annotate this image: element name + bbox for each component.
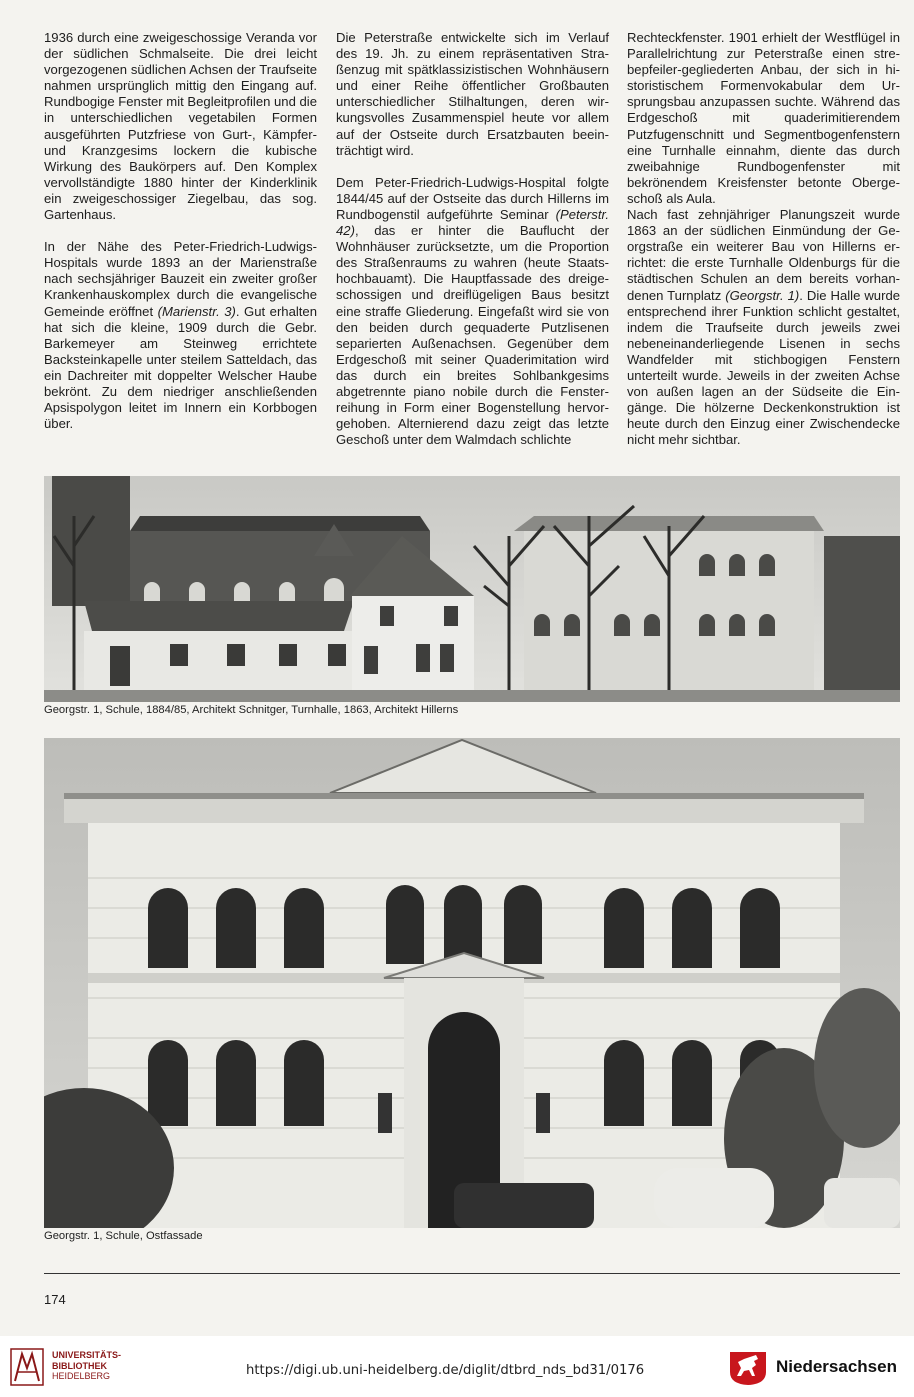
photo-street-view-image [44,476,900,702]
cross-reference: (Marienstr. 3) [157,303,236,319]
source-url-link[interactable]: https://digi.ub.uni-heidelberg.de/diglit/dtbrd_nds_bd31/0176 [246,1363,645,1378]
cross-reference: (Georgstr. 1) [725,287,800,303]
region-name[interactable]: Niedersachsen [776,1357,897,1376]
paragraph: Dem Peter-Friedrich-Ludwigs-Hospital folgte 1844/45 auf der Ostseite das durch Hillerns im Rundbogenstil aufgeführte Seminar (Peterstr. 42), das er hinter die Bauflucht der Wohnhäuser zurücksetzte, um die Proportion des Straßenraums zu wahren (heute Staatshochbauamt). Die Hauptfassade des dreigeschossigen und dreiflügeligen Baus besitzt eine straffe Gliederung. Eingefaßt wird sie von den beiden durch gequaderte Putzlisenen separierten Außenachsen. Gegenüber dem Erdgeschoß mit seiner Quaderimitation wird das durch ein breites Sohlbankgesims abgetrennte piano nobile durch die Fensterreihung in Form einer Bogenstellung hervorgehoben. Alternierend dazu zeigt das letzte Geschoß unter dem Walmdach schlichte [336,174,609,448]
text-column-1 [44,30,317,432]
cross-reference: (Peterstr. 42) [336,206,609,239]
paragraph: Rechteckfenster. 1901 erhielt der Westflügel in Parallelrichtung zur Peterstraße einen strebepfeiler-gegliederten Anbau, der sich in historistischem Formenvokabular dem Ursprungsbau anzupassen suchte. Während das Erdgeschoß mit quaderimitierendem Putzfugenschnitt und Segmentbogenfenstern eine Turnhalle einnahm, diente das durch zweibahnige Rundbogenfenster mit bekrönendem Kreisfenster betonte Obergeschoß als Aula. [627,30,900,206]
text-column-2 [336,30,609,448]
university-library-logo-icon[interactable] [10,1348,44,1386]
footer-rule [44,1273,900,1274]
paragraph: Nach fast zehnjähriger Planungszeit wurde 1863 an der südlichen Einmündung der Georgstraße ein weiterer Bau von Hillerns errichtet: die erste Turnhalle Oldenburgs für die städtischen Schulen an dem bereits vorhandenen Turnplatz (Georgstr. 1). Die Halle wurde entsprechend ihrer Funktion schlicht gestaltet, indem die Traufseite durch jeweils zwei nebeneinanderliegende Lisenen in sechs Wandfelder mit stichbogigen Fenstern unterteilt wurde. Jeweils in der zweiten Achse von außen lagen an der Südseite die Eingänge. Die hölzerne Deckenkonstruktion ist heute durch den Einzug einer Zwischendecke nicht mehr sichtbar. [627,207,901,448]
photo-caption: Georgstr. 1, Schule, 1884/85, Architekt Schnitger, Turnhalle, 1863, Architekt Hillerns [44,704,459,716]
photo-street-view [44,476,900,702]
photo-school-facade-image [44,738,900,1228]
paragraph: 1936 durch eine zweigeschossige Veranda vor der südlichen Schmalseite. Die drei leicht vorgezogenen südlichen Achsen der Traufseite nahmen ursprünglich mittig den Eingang auf. Rundbogige Fenster mit Begleitprofilen und die in unterschiedlichen vegetabilen Formen ausgeführten Putzfriese von Gurt-, Kämpfer- und Kranzgesims lockern die kubische Wirkung des Baukörpers auf. Den Komplex vervollständigte 1880 hinter der Kinderklinik ein zweigeschossiger Ziegelbau, das sog. Gartenhaus. [44,30,317,223]
photo-caption: Georgstr. 1, Schule, Ostfassade [44,1230,203,1242]
photo-school-facade [44,738,900,1228]
text-column-3 [627,30,900,448]
paragraph: In der Nähe des Peter-Friedrich-Ludwigs-Hospitals wurde 1893 an der Marienstraße nach sechsjähriger Bauzeit ein zweiter großer Krankenhauskomplex durch die evangelische Gemeinde eröffnet (Marienstr. 3). Gut erhalten hat sich die kleine, 1909 durch die Gebr. Barkemeyer am Steinweg errichtete Backsteinkapelle unter steilem Satteldach, das ein Dachreiter mit doppelter Welscher Haube bekrönt. Zu dem niedriger anschließenden Apsispolygon leitet im Innern ein Korbbogen über. [44,239,317,432]
niedersachsen-horse-icon[interactable] [728,1350,768,1386]
library-name[interactable]: UNIVERSITÄTS- BIBLIOTHEK HEIDELBERG [52,1350,122,1381]
digitization-footer [0,1336,914,1397]
page-number: 174 [44,1292,66,1307]
paragraph: Die Peterstraße entwickelte sich im Verlauf des 19. Jh. zu einem repräsentativen Straßenzug mit spätklassizistischen Wohnhäusern und einer Reihe öffentlicher Großbauten unterschiedlicher Stilhaltungen, deren wirkungsvolles Zusammenspiel heute vor allem auf der Ostseite durch Ersatzbauten beeinträchtigt wird. [336,30,609,158]
